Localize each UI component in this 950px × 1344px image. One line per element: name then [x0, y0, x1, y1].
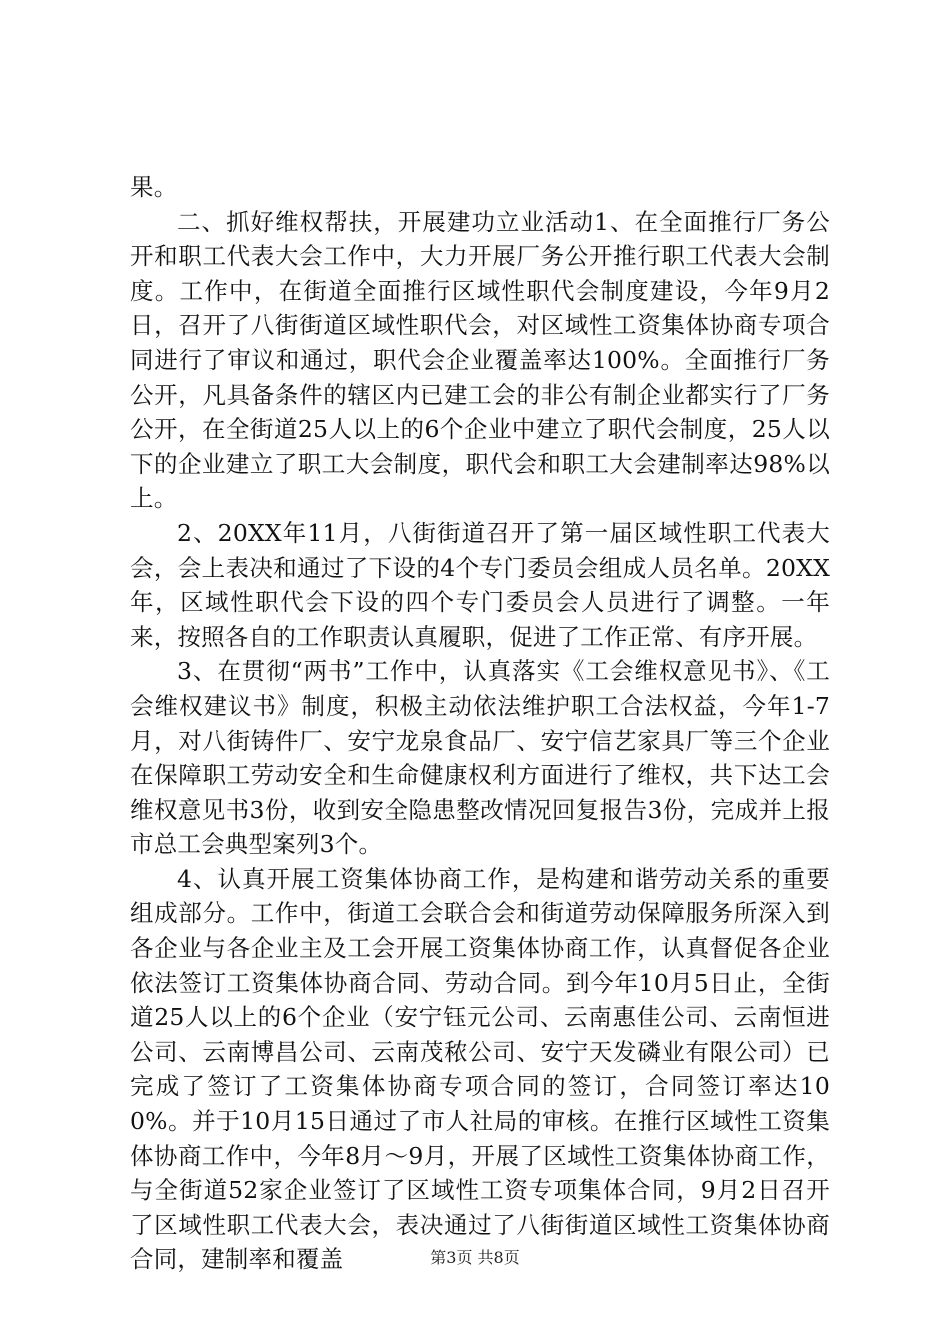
paragraph-continuation: 果。 — [130, 173, 178, 201]
document-body — [130, 170, 830, 1277]
paragraph-item-4: 4、认真开展工资集体协商工作，是构建和谐劳动关系的重要组成部分。工作中，街道工会联合会和街道劳动保障服务所深入到各企业与各企业主及工会开展工资集体协商工作，认真督促各企业依法签订工资集体协商合同、劳动合同。到今年10月5日止，全街道25人以上的6个企业（安宁钰元公司、云南惠佳公司、云南恒进公司、云南博昌公司、云南茂秾公司、安宁天发磷业有限公司）已完成了签订了工资集体协商专项合同的签订，合同签订率达100%。并于10月15日通过了市人社局的审核。在推行区域性工资集体协商工作中，今年8月～9月，开展了区域性工资集体协商工作，与全街道52家企业签订了区域性工资专项集体合同，9月2日召开了区域性职工代表大会，表决通过了八街街道区域性工资集体协商合同，建制率和覆盖 — [130, 864, 830, 1274]
paragraph-item-2: 2、20XX年11月，八街街道召开了第一届区域性职工代表大会，会上表决和通过了下设的4个专门委员会组成人员名单。20XX年，区域性职代会下设的四个专门委员会人员进行了调整。一年来，按照各自的工作职责认真履职，促进了工作正常、有序开展。 — [130, 518, 830, 651]
paragraph-item-3: 3、在贯彻“两书”工作中，认真落实《工会维权意见书》、《工会维权建议书》制度，积极主动依法维护职工合法权益，今年1-7月，对八街铸件厂、安宁龙泉食品厂、安宁信艺家具厂等三个企业在保障职工劳动安全和生命健康权利方面进行了维权，共下达工会维权意见书3份，收到安全隐患整改情况回复报告3份，完成并上报市总工会典型案列3个。 — [130, 657, 830, 859]
paragraph-section-two: 二、抓好维权帮扶，开展建功立业活动1、在全面推行厂务公开和职工代表大会工作中，大力开展厂务公开推行职工代表大会制度。工作中，在街道全面推行区域性职代会制度建设，今年9月2日，召开了八街街道区域性职代会，对区域性工资集体协商专项合同进行了审议和通过，职代会企业覆盖率达100%。全面推行厂务公开，凡具备条件的辖区内已建工会的非公有制企业都实行了厂务公开，在全街道25人以上的6个企业中建立了职代会制度，25人以下的企业建立了职工大会制度，职代会和职工大会建制率达98%以上。 — [130, 207, 830, 513]
page-number-footer: 第3页 共8页 — [430, 1248, 520, 1267]
